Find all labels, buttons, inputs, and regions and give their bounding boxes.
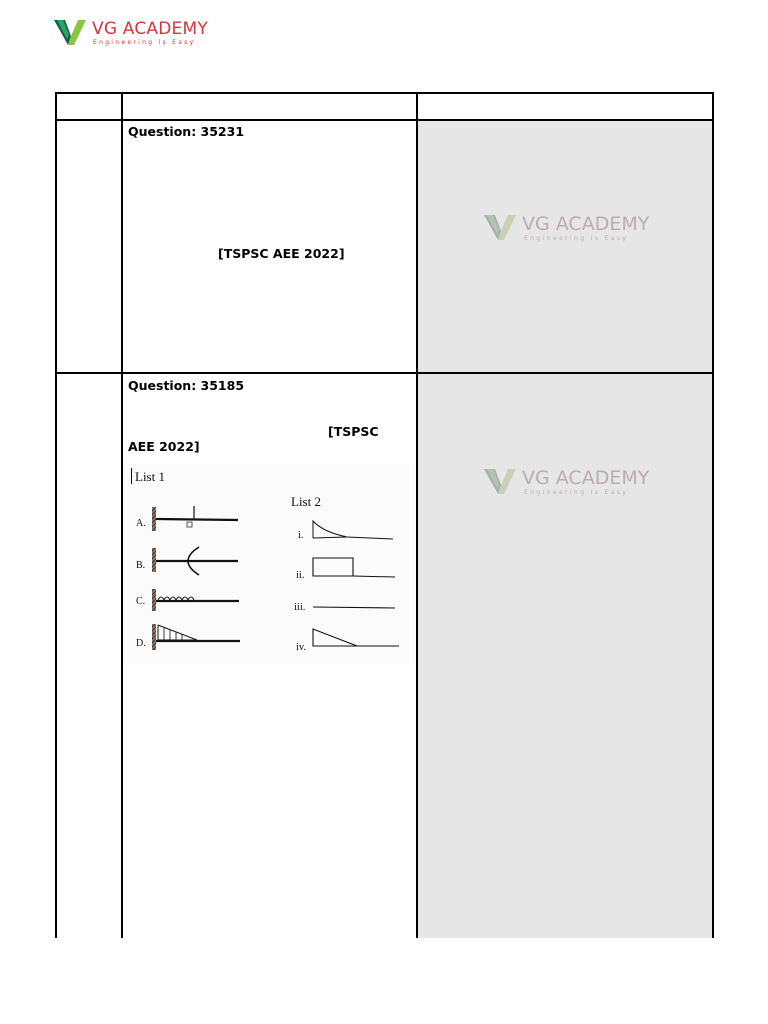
list2-item-iv: iv.	[296, 642, 307, 653]
watermark-logo-2	[484, 467, 650, 497]
watermark-tagline: Engineering is Easy	[524, 489, 629, 496]
list1-item-d: D.	[136, 638, 146, 649]
question-number-1: Question: 35231	[128, 124, 245, 139]
question-figure	[127, 464, 409, 664]
fixed-support	[152, 507, 156, 531]
watermark-logo-1	[484, 213, 650, 243]
logo-name: VG ACADEMY	[92, 19, 208, 39]
question-source-2-part1: [TSPSC	[328, 424, 379, 439]
question-source-1: [TSPSC AEE 2022]	[218, 246, 345, 261]
beam-diagram	[127, 464, 409, 664]
beam-a	[156, 519, 238, 520]
question-source-2-part2: AEE 2022]	[128, 439, 200, 454]
logo-tagline: Engineering is Easy	[93, 39, 196, 46]
watermark-tagline: Engineering is Easy	[524, 235, 629, 242]
list1-item-c: C.	[136, 596, 146, 607]
list1-title: List 1	[135, 469, 165, 484]
answer-cell-2	[418, 374, 712, 938]
fixed-support	[152, 548, 156, 572]
watermark-name: VG ACADEMY	[522, 213, 650, 235]
diagram-iv	[313, 629, 357, 646]
list2-item-i: i.	[298, 530, 304, 541]
diagram-iii	[313, 607, 395, 608]
logo-v-icon	[54, 18, 88, 46]
fixed-support	[152, 589, 156, 611]
list2-title: List 2	[291, 494, 321, 509]
list2-item-iii: iii.	[294, 602, 306, 613]
watermark-v-icon	[484, 213, 518, 241]
distributed-load	[158, 597, 194, 600]
diagram-ii	[313, 558, 353, 576]
list1-item-b: B.	[136, 560, 146, 571]
list1-item-a: A.	[136, 518, 146, 529]
watermark-v-icon	[484, 467, 518, 495]
diagram-i	[313, 521, 393, 539]
list2-item-ii: ii.	[296, 570, 305, 581]
vg-academy-logo	[54, 18, 214, 48]
watermark-name: VG ACADEMY	[522, 467, 650, 489]
fixed-support	[152, 624, 156, 650]
answer-cell-1	[418, 121, 712, 372]
question-number-2: Question: 35185	[128, 378, 245, 393]
